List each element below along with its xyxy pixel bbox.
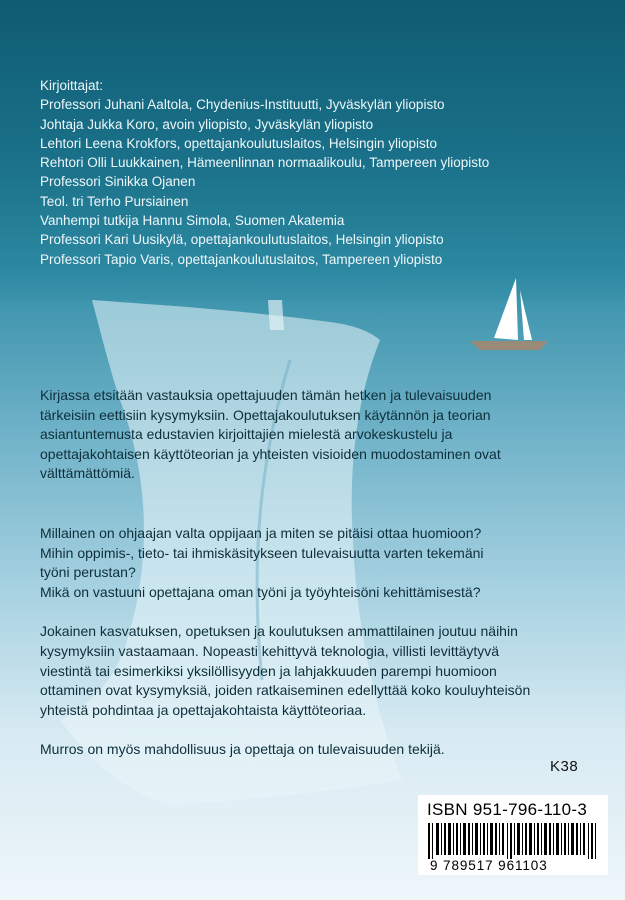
- author-line: Professori Kari Uusikylä, opettajankoulutuslaitos, Helsingin yliopisto: [40, 232, 444, 248]
- authors-heading: Kirjoittajat:: [40, 78, 104, 93]
- closing-paragraph: [40, 740, 600, 760]
- intro-line: Kirjassa etsitään vastauksia opettajuuden tämän hetken ja tulevaisuuden: [40, 387, 492, 403]
- author-line: Teol. tri Terho Pursiainen: [40, 193, 189, 209]
- question-line: työni perustan?: [40, 564, 136, 581]
- product-code: K38: [550, 758, 579, 775]
- isbn-label: ISBN 951-796-110-3: [427, 800, 588, 819]
- paragraph-three-line: yhteistä pohdintaa ja opettajakohtaista käyttöteoriaa.: [40, 701, 367, 718]
- intro-line: välttämättömiä.: [40, 465, 135, 482]
- paragraph-three-line: Jokainen kasvatuksen, opetuksen ja koulutuksen ammattilainen joutuu näihin: [40, 623, 518, 640]
- description-text: [40, 366, 600, 760]
- intro-line: asiantuntemusta edustavien kirjoittajien mielestä arvokeskustelu ja: [40, 426, 453, 443]
- question-line: Mikä on vastuuni opettajana oman työni ja työyhteisöni kehittämisestä?: [40, 583, 481, 600]
- question-line: Millainen on ohjaajan valta oppijaan ja miten se pitäisi ottaa huomioon?: [40, 524, 482, 541]
- question-line: Mihin oppimis-, tieto- tai ihmiskäsitykseen tulevaisuutta varten tekemäni: [40, 544, 484, 561]
- author-line: Professori Sinikka Ojanen: [40, 174, 196, 190]
- sail-mast-shape: [268, 300, 284, 330]
- paragraph-three-line: viestintä tai esimerkiksi yksilöllisyyden ja lahjakkuuden parempi huomioon: [40, 662, 497, 679]
- author-line: Professori Tapio Varis, opettajankoulutuslaitos, Tampereen yliopisto: [40, 251, 443, 267]
- author-line: Rehtori Olli Luukkainen, Hämeenlinnan normaalikoulu, Tampereen yliopisto: [40, 155, 490, 171]
- closing-line: Murros on myös mahdollisuus ja opettaja on tulevaisuuden tekijä.: [40, 741, 445, 758]
- paragraph-three: [40, 622, 600, 720]
- intro-line: tärkeisiin eettisiin kysymyksiin. Opettajakoulutuksen käytännön ja teorian: [40, 406, 491, 423]
- paragraph-three-line: kysymyksiin vastaamaan. Nopeasti kehittyvä teknologia, villisti levittäytyvä: [40, 642, 500, 659]
- paragraph-three-line: ottaminen ovat kysymyksiä, joiden ratkaiseminen edellyttää koko kouluyhteisön: [40, 682, 531, 699]
- author-line: Lehtori Leena Krokfors, opettajankoulutuslaitos, Helsingin yliopisto: [40, 135, 437, 151]
- author-line: Professori Juhani Aaltola, Chydenius-Instituutti, Jyväskylän yliopisto: [40, 97, 445, 113]
- authors-block: [40, 76, 600, 269]
- ean-digits: 9 789517 961103: [430, 858, 548, 873]
- barcode-graphic: [428, 823, 600, 859]
- sailboat-icon: [470, 278, 548, 350]
- author-line: Vanhempi tutkija Hannu Simola, Suomen Akatemia: [40, 213, 345, 229]
- author-line: Johtaja Jukka Koro, avoin yliopisto, Jyväskylän yliopisto: [40, 116, 374, 132]
- questions-paragraph: [40, 524, 600, 602]
- intro-line: opettajakohtaisen käyttöteorian ja yhteisten visioiden muodostaminen ovat: [40, 445, 501, 462]
